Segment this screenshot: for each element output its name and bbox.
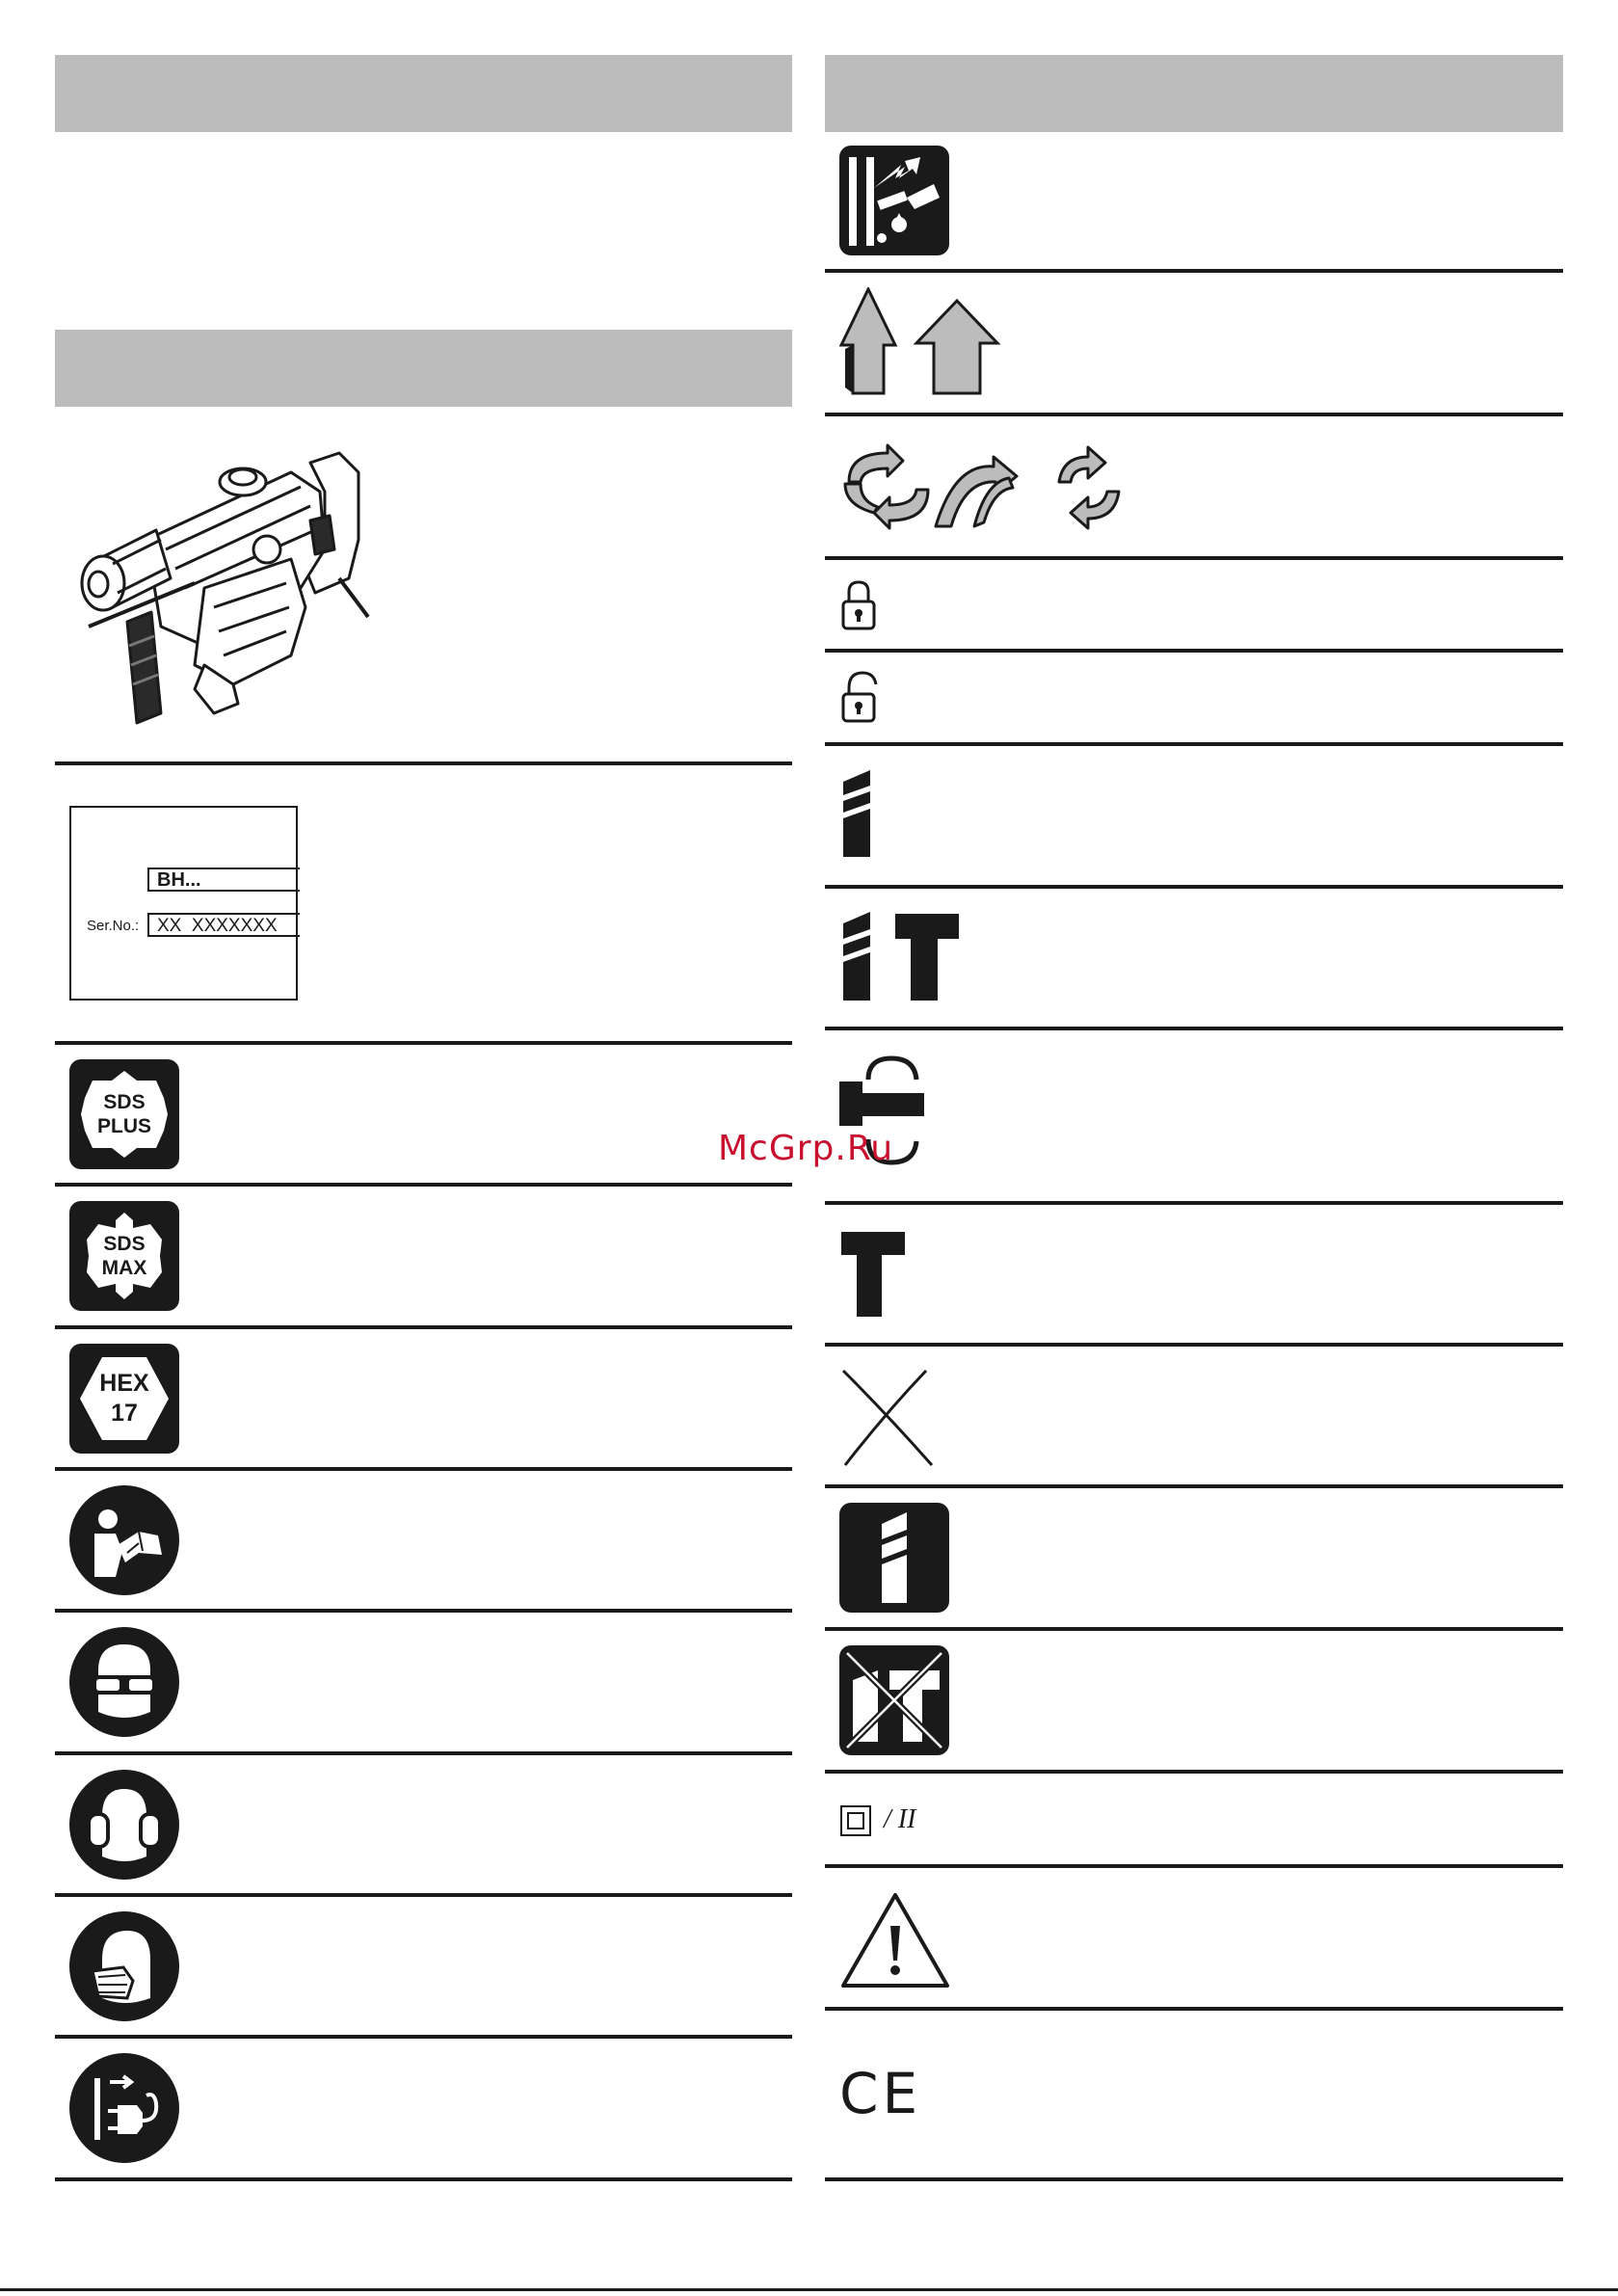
section-divider (825, 1627, 1563, 1631)
section-divider (825, 1484, 1563, 1488)
dust-mask-icon (69, 1911, 179, 2021)
section-divider (55, 1325, 792, 1329)
section-divider (825, 2177, 1563, 2181)
section-divider (55, 1751, 792, 1755)
chisel-icon (839, 1230, 907, 1319)
sds-max-icon (69, 1201, 179, 1311)
section-divider (55, 1041, 792, 1045)
bottom-strip (0, 2288, 1618, 2291)
section-divider (825, 742, 1563, 746)
section-divider (825, 885, 1563, 889)
sds-plus-line1: SDS (103, 1091, 146, 1113)
section-divider (55, 1183, 792, 1187)
eye-protection-icon (69, 1627, 179, 1737)
sds-max-line2: MAX (101, 1257, 147, 1279)
section-divider (825, 269, 1563, 273)
warning-icon (839, 1891, 951, 1989)
read-manual-icon (69, 1485, 179, 1595)
section-divider (825, 556, 1563, 560)
sds-max-line1: SDS (103, 1233, 146, 1255)
drill-chisel-icon (839, 910, 965, 1002)
sds-plus-line2: PLUS (96, 1115, 151, 1137)
sds-plus-icon (69, 1059, 179, 1169)
section-divider (55, 2035, 792, 2039)
ce-mark-icon (839, 2061, 922, 2126)
section-header-bar (825, 55, 1563, 132)
section-divider (55, 761, 792, 765)
hidden-wires-pipes-icon (839, 146, 949, 255)
serial-value: XX XXXXXXX (157, 916, 278, 936)
model-field (147, 868, 300, 892)
unplug-icon (69, 2053, 179, 2163)
ear-protection-icon (69, 1770, 179, 1880)
section-divider (825, 1770, 1563, 1774)
section-divider (825, 1864, 1563, 1868)
cross-icon (839, 1367, 936, 1467)
section-divider (825, 1201, 1563, 1205)
protection-class-icon (839, 1804, 955, 1837)
no-chiseling-icon (839, 1645, 949, 1755)
section-divider (55, 1467, 792, 1471)
serial-label: Ser.No.: (87, 918, 140, 934)
section-divider (825, 1343, 1563, 1347)
arrows-up-icon (839, 287, 1008, 403)
section-divider (55, 1609, 792, 1613)
section-divider (825, 1027, 1563, 1030)
section-divider (825, 413, 1563, 416)
section-header-bar (55, 330, 792, 407)
protection-class-label: / II (884, 1804, 916, 1834)
rotation-icon (839, 443, 1138, 532)
serial-field (147, 913, 300, 937)
section-divider (55, 1893, 792, 1897)
drilling-mode-icon (839, 1503, 949, 1613)
drill-bit-icon (839, 768, 874, 859)
hex-17-icon (69, 1344, 179, 1454)
unlock-icon (839, 669, 882, 725)
type-plate-icon (69, 806, 298, 1001)
hammer-drill-icon (69, 424, 387, 742)
lock-icon (839, 578, 878, 632)
section-divider (825, 649, 1563, 653)
section-header-bar (55, 55, 792, 132)
section-divider (55, 2177, 792, 2181)
hex-line2: 17 (111, 1400, 138, 1427)
ce-mark-text: CE (839, 2061, 922, 2126)
hex-line1: HEX (99, 1370, 149, 1397)
section-divider (825, 2007, 1563, 2011)
watermark: McGrp.Ru (718, 1129, 894, 1168)
model-value: BH... (157, 869, 201, 891)
